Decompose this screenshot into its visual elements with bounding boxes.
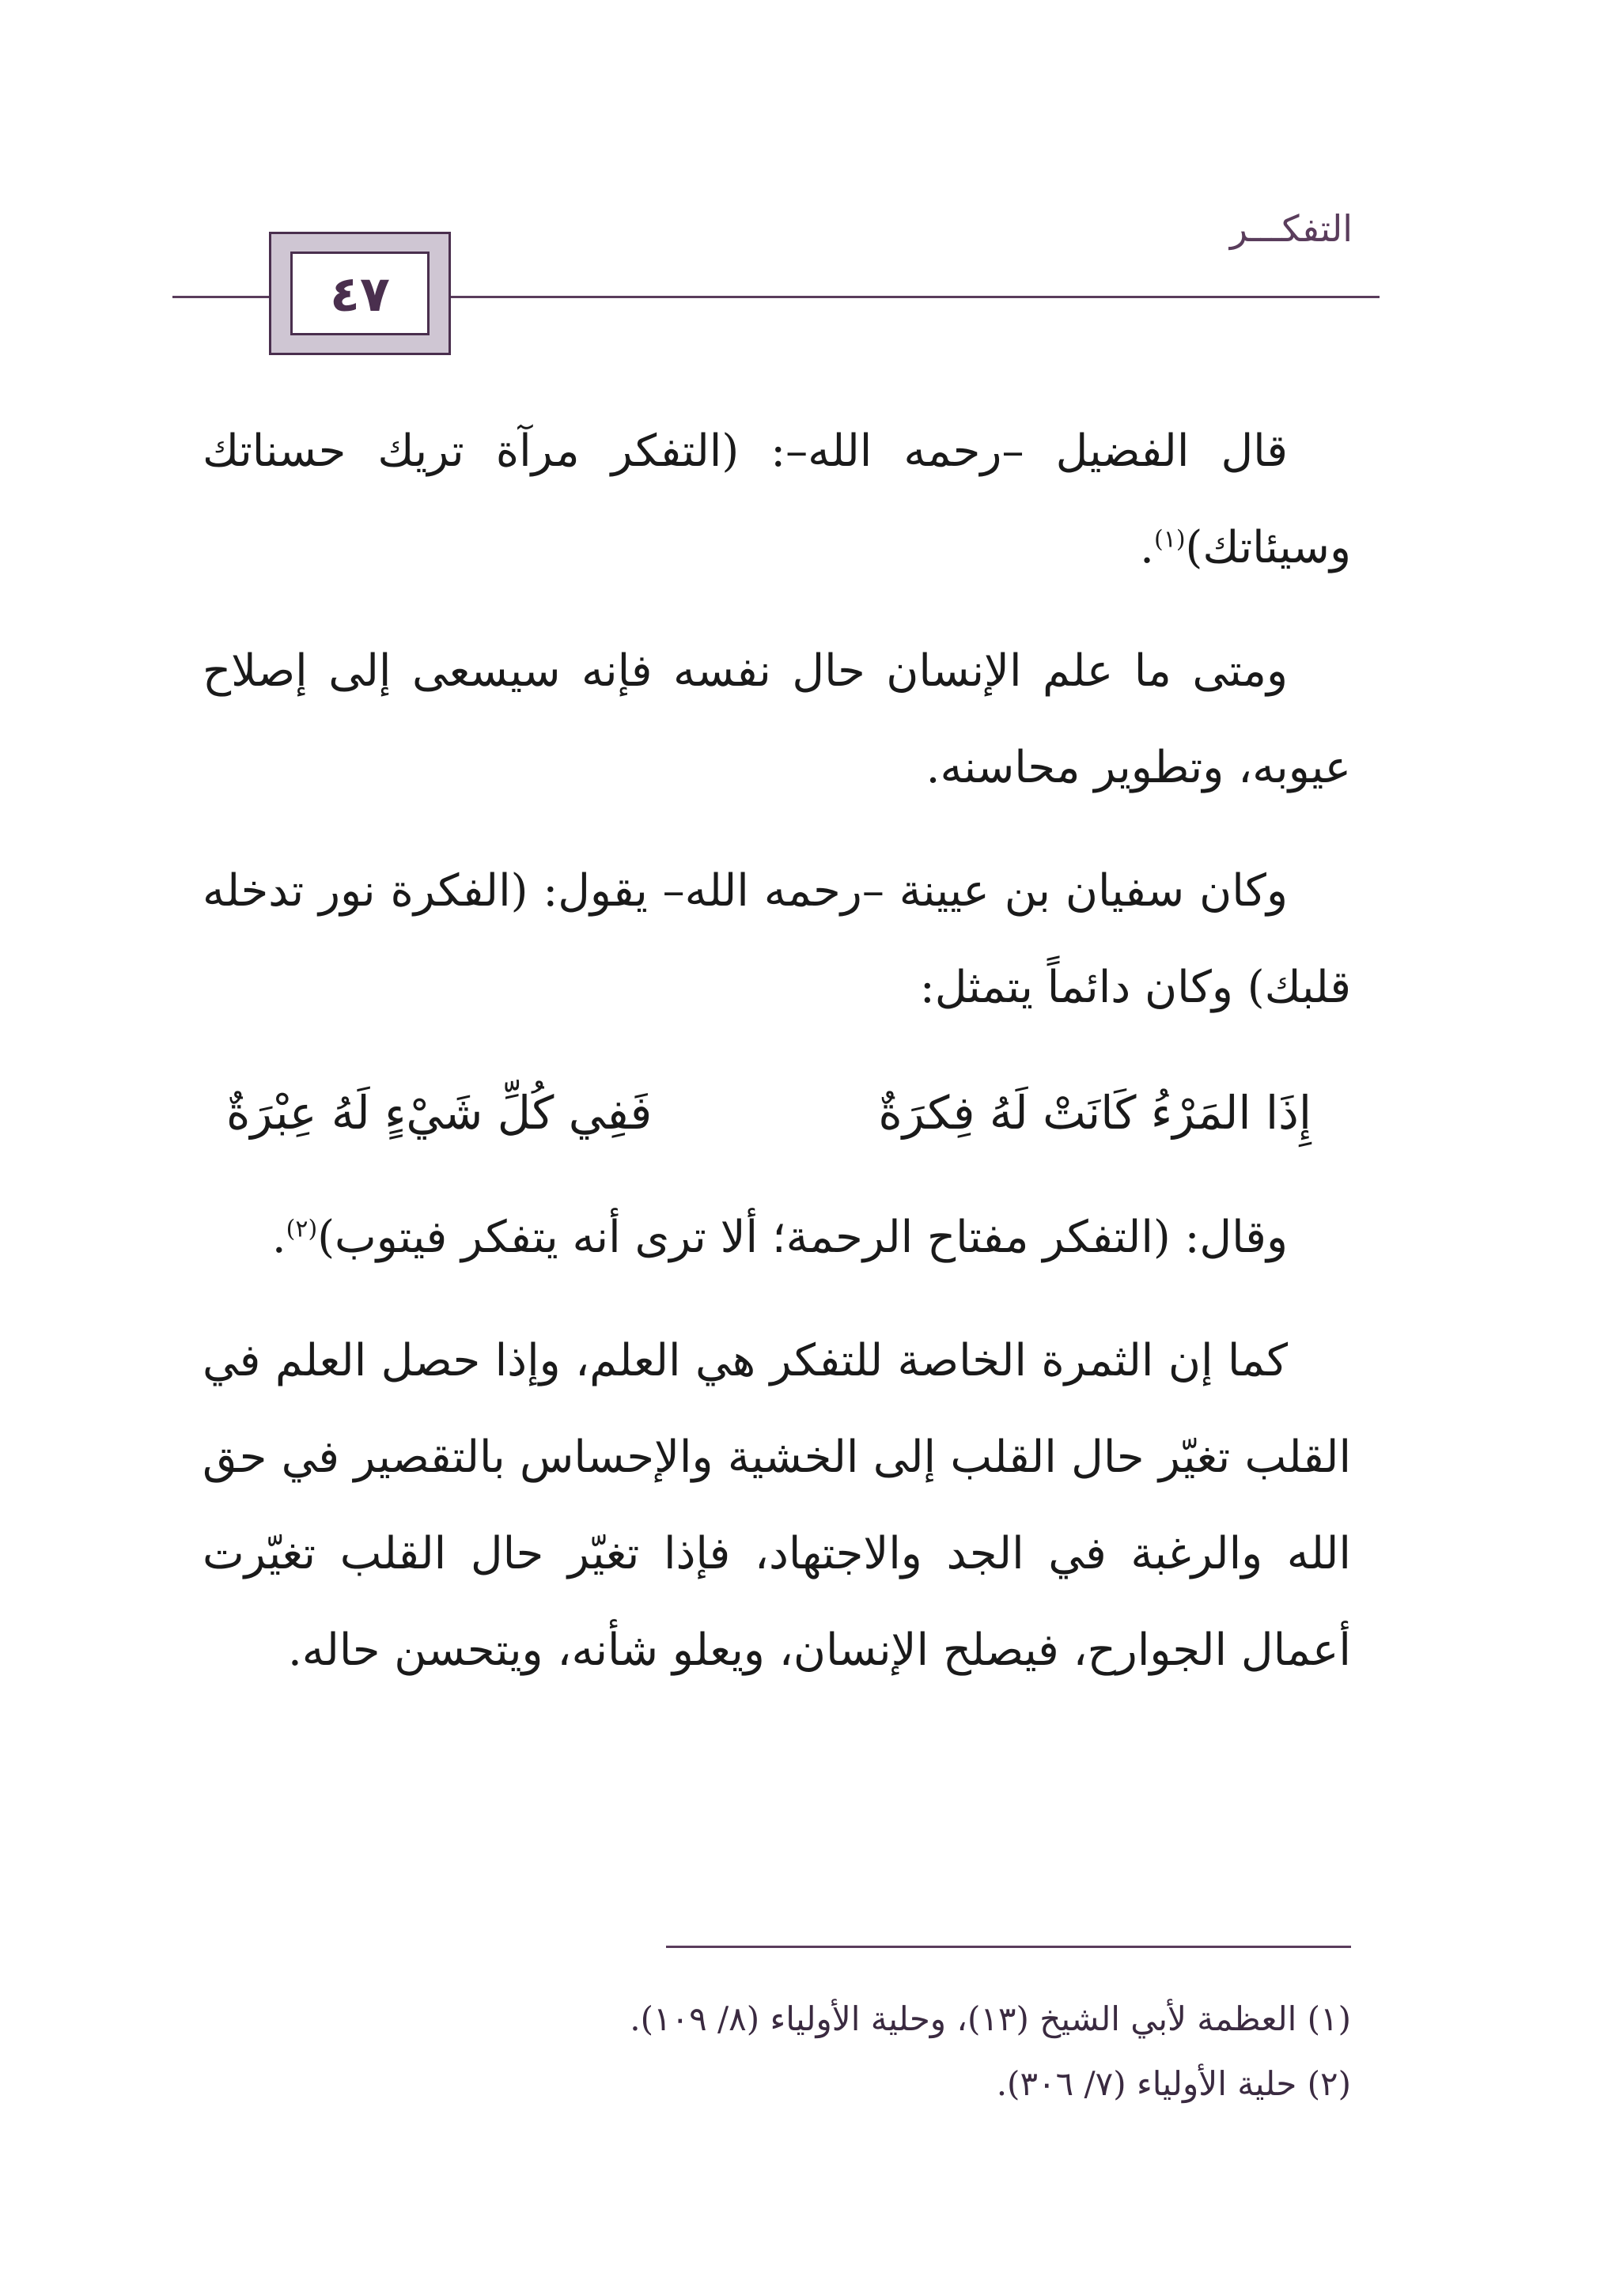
paragraph-sufyan-quote [202, 843, 1351, 1036]
verse-second-hemistich: فَفِي كُلِّ شَيْءٍ لَهُ عِبْرَةٌ [226, 1086, 653, 1140]
paragraph-text: وكان سفيان بن عيينة –رحمه الله– يقول: (الفكرة نور تدخله قلبك) وكان دائماً يتمثل: [202, 865, 1351, 1013]
paragraph-trailing: . [271, 1212, 286, 1263]
footnotes [202, 1987, 1351, 2116]
footnote-ref-1: (١) [1153, 525, 1186, 554]
page-number-frame-inner [290, 252, 430, 335]
footnote-ref-2: (٢) [286, 1215, 318, 1243]
verse-first-hemistich: إِذَا المَرْءُ كَانَتْ لَهُ فِكرَةٌ [878, 1086, 1312, 1140]
poetry-verse [202, 1063, 1351, 1163]
footnote-marker: (٢) [1307, 2064, 1351, 2103]
paragraph-text: كما إن الثمرة الخاصة للتفكر هي العلم، وإذا حصل العلم في القلب تغيّر حال القلب إلى الخشية والإحساس بالتقصير في حق الله والرغبة في الجد والاجتهاد، فإذا تغيّر حال القلب تغيّرت أعمال الجوارح، فيصلح الإنسان، ويعلو شأنه، ويتحسن حاله. [202, 1335, 1351, 1676]
footnote-separator [666, 1946, 1351, 1948]
paragraph-fruit-of-reflection [202, 1313, 1351, 1699]
body-text [202, 403, 1351, 1726]
footnote-item [202, 2052, 1351, 2116]
paragraph-trailing: . [1140, 522, 1154, 573]
paragraph-text: قال الفضيل –رحمه الله–: (التفكر مرآة تريك حسناتك وسيئاتك) [202, 426, 1351, 573]
paragraph-text: وقال: (التفكر مفتاح الرحمة؛ ألا ترى أنه يتفكر فيتوب) [317, 1212, 1288, 1263]
paragraph-self-knowledge [202, 623, 1351, 816]
paragraph-text: ومتى ما علم الإنسان حال نفسه فإنه سيسعى إلى إصلاح عيوبه، وتطوير محاسنه. [202, 645, 1351, 793]
running-header-title: التفكـــر [1229, 207, 1353, 250]
footnote-item [202, 1987, 1351, 2052]
footnote-text: حلية الأولياء (٧/ ٣٠٦). [996, 2064, 1297, 2103]
footnote-text: العظمة لأبي الشيخ (١٣)، وحلية الأولياء (٨/ ١٠٩). [630, 1999, 1297, 2038]
paragraph-mercy-quote [202, 1190, 1351, 1286]
footnote-marker: (١) [1307, 1999, 1351, 2038]
paragraph-fudayl-quote [202, 403, 1351, 596]
page-number: ٤٧ [330, 264, 390, 323]
page-number-frame [269, 232, 451, 355]
